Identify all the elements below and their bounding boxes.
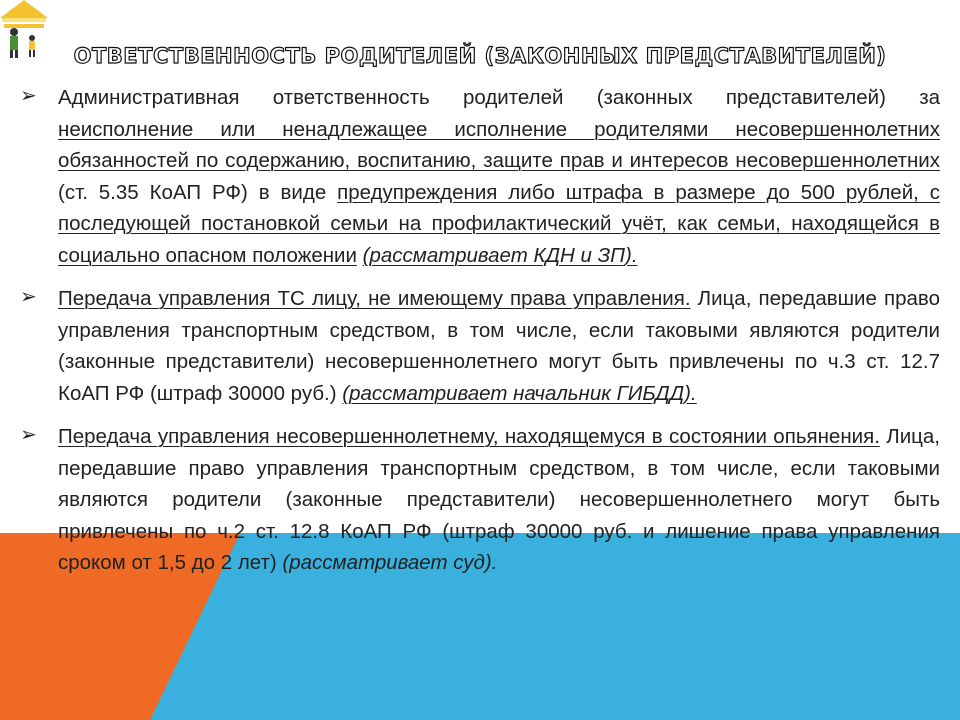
paragraph: Передача управления несовершеннолетнему, находящемуся в состоянии опьянения. Лица, передавшие право управления транспортным средством, в том числе, если таковыми являются родители (законные представители) несовершеннолетнего могут быть привлечены по ч.2 ст. 12.8 КоАП РФ (штраф 30000 руб. и лишение права управления сроком от 1,5 до 2 лет) (рассматривает суд). [58,425,940,574]
list-item [20,82,940,271]
paragraph: Передача управления ТС лицу, не имеющему права управления. Лица, передавшие право управления транспортным средством, в том числе, если таковыми являются родители (законные представители) несовершеннолетнего могут быть привлечены по ч.3 ст. 12.7 КоАП РФ (штраф 30000 руб.) (рассматривает начальник ГИБДД). [58,287,940,405]
slide-title: ОТВЕТСТВЕННОСТЬ РОДИТЕЛЕЙ (ЗАКОННЫХ ПРЕДСТАВИТЕЛЕЙ) [73,44,887,68]
content-list [20,82,940,591]
list-item [20,283,940,409]
list-item [20,421,940,579]
arrow-bullet-icon: ➢ [20,422,37,446]
paragraph: Административная ответственность родителей (законных представителей) за неисполнение или ненадлежащее исполнение родителями несовершеннолетних обязанностей по содержанию, воспитанию, защите прав и интересов несовершеннолетних (ст. 5.35 КоАП РФ) в виде предупреждения либо штрафа в размере до 500 рублей, с последующей постановкой семьи на профилактический учёт, как семьи, находящейся в социально опасном положении (рассматривает КДН и ЗП). [58,86,940,267]
arrow-bullet-icon: ➢ [20,284,37,308]
arrow-bullet-icon: ➢ [20,83,37,107]
